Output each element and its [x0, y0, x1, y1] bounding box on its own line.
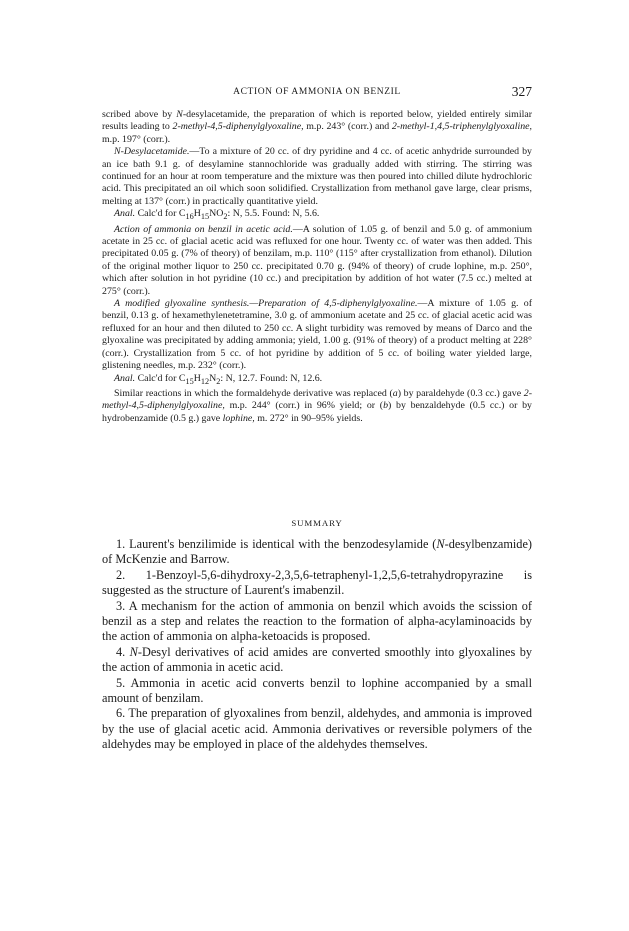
- summary-heading: SUMMARY: [291, 518, 343, 528]
- subsection-title: Action of ammonia on benzil in acetic acid.: [114, 223, 293, 235]
- text-run: -Desyl derivatives of acid amides are converted smoothly into glyoxalines by the action of ammonia in acetic acid.: [102, 644, 532, 675]
- text-run: m. 272° in 90–95% yields.: [254, 412, 363, 424]
- subsection-title: N-Desylacetamide.: [114, 146, 190, 158]
- text-run: : N, 5.5. Found: N, 5.6.: [227, 208, 320, 220]
- subscript: 16: [185, 212, 194, 222]
- compound-name: lophine,: [222, 412, 255, 424]
- compound-name: 2-methyl-4,5-diphenylglyoxaline,: [172, 121, 304, 133]
- text-run: —A solution of 1.05 g. of benzil and 5.0 g. of ammonium acetate in 25 cc. of glacial acetic acid was refluxed for one hour. Twenty cc. of water was then added. This precipitated 0.05 g. (7% of theory) of benzilam, m.p. 110° (115° after crystallization from ethanol). Dilution of the original mother liquor to 250 cc. precipitated 0.70 g. (94% of theory) of crude lophine, m.p. 250°, which after solution in hot pyridine (10 cc.) and precipitation by addition of hot water (7.5 cc.) melted at 275° (corr.).: [102, 223, 532, 297]
- summary-item-1: [102, 537, 532, 568]
- text-run: NO: [209, 208, 224, 220]
- analysis-label: Anal.: [114, 208, 136, 220]
- paragraph-desylacetamide: [102, 146, 532, 208]
- text-run: Similar reactions in which the formaldehyde derivative was replaced (: [114, 387, 393, 399]
- subscript: 15: [200, 212, 210, 222]
- italic-run: N: [176, 109, 183, 120]
- summary-section: [102, 537, 532, 753]
- paragraph-glyoxaline-synthesis: [102, 298, 532, 372]
- text-run: m.p. 243° (corr.) and: [303, 121, 392, 133]
- italic-run: b: [383, 400, 388, 412]
- paragraph-similar-reactions: [102, 388, 532, 425]
- running-head: [102, 84, 532, 100]
- compound-name: 2-methyl-1,4,5-triphenylglyoxaline,: [391, 121, 532, 133]
- text-run: 1. Laurent's benzilimide is identical with the benzodesylamide (: [116, 537, 437, 551]
- italic-run: N: [436, 537, 445, 551]
- text-run: H: [193, 208, 201, 220]
- analysis-line: [102, 208, 532, 223]
- summary-item-3: 3. A mechanism for the action of ammonia on benzil which avoids the scission of benzil as a step and relates the reaction to the formation of alpha-acylaminoacids by the action of ammonia on alpha-ketoacids is proposed.: [102, 598, 532, 644]
- text-run: -desylbenzamide) of McKenzie and Barrow.: [102, 537, 532, 567]
- text-run: H: [193, 372, 201, 384]
- text-run: ) by paraldehyde (0.3 cc.) gave: [397, 387, 524, 399]
- text-run: scribed above by: [102, 109, 177, 120]
- text-run: Calc'd for C: [135, 372, 186, 384]
- text-run: m.p. 244° (corr.) in 96% yield; or (: [224, 400, 384, 412]
- text-run: —To a mixture of 20 cc. of dry pyridine and 4 cc. of acetic anhydride surrounded by an ice bath 9.1 g. of desylamine stannochloride was gradually added with stirring. The stirring was continued for an hour at room temperature and the mixture was then poured into chilled dilute hydrochloric acid. This precipitated an oil which soon solidified. Crystallization from methanol gave large, clear prisms, melting at 137° (corr.) in practically quantitative yield.: [102, 146, 532, 207]
- analysis-line: [102, 373, 532, 388]
- experimental-section: [102, 109, 532, 425]
- page-number: 327: [511, 84, 532, 99]
- text-run: N: [209, 372, 217, 384]
- subscript: 12: [200, 376, 210, 386]
- text-run: : N, 12.7. Found: N, 12.6.: [220, 372, 323, 384]
- summary-item-2: 2. 1-Benzoyl-5,6-dihydroxy-2,3,5,6-tetraphenyl-1,2,5,6-tetrahydropyrazine is suggested as the structure of Laurent's imabenzil.: [102, 567, 532, 598]
- running-title: ACTION OF AMMONIA ON BENZIL: [233, 87, 401, 97]
- italic-run: a: [392, 387, 398, 399]
- summary-item-5: 5. Ammonia in acetic acid converts benzil to lophine accompanied by a small amount of benzilam.: [102, 675, 532, 706]
- text-run: 4.: [116, 644, 130, 659]
- paragraph-continuation: [102, 109, 532, 146]
- subscript: 2: [216, 376, 221, 386]
- text-run: ) by benzaldehyde (0.5 cc.) or by hydrobenzamide (0.5 g.) gave: [102, 400, 532, 424]
- italic-run: N: [129, 644, 138, 659]
- summary-item-6: 6. The preparation of glyoxalines from benzil, aldehydes, and ammonia is improved by the use of glacial acetic acid. Ammonia derivatives or reversible polymers of the aldehydes may be employed in place of the aldehydes themselves.: [102, 706, 532, 752]
- text-run: Calc'd for C: [135, 208, 186, 220]
- subscript: 15: [185, 376, 194, 386]
- text-run: -desylacetamide, the preparation of which is reported below, yielded entirely similar results leading to: [102, 109, 532, 133]
- analysis-label: Anal.: [114, 372, 136, 384]
- summary-item-4: [102, 645, 532, 676]
- text-run: m.p. 197° (corr.).: [102, 133, 171, 145]
- subscript: 2: [223, 212, 228, 222]
- text-run: —A mixture of 1.05 g. of benzil, 0.13 g. of hexamethylenetetramine, 3.0 g. of ammonium acetate and 25 cc. of glacial acetic acid was refluxed for an hour and then diluted to 250 cc. A slight turbidity was removed by means of Darco and the glyoxaline was precipitated by adding ammonia; yield, 1.00 g. (91% of theory) of a product melting at 228° (corr.). Crystallization from 5 cc. of hot pyridine by addition of 5 cc. of boiling water yielded large, glistening needles, m.p. 232° (corr.).: [102, 298, 532, 372]
- subsection-title: A modified glyoxaline synthesis.—Preparation of 4,5-diphenylglyoxaline.: [114, 298, 418, 310]
- compound-name: 2-methyl-4,5-diphenylglyoxaline,: [102, 387, 532, 412]
- paragraph-ammonia-benzil: [102, 224, 532, 298]
